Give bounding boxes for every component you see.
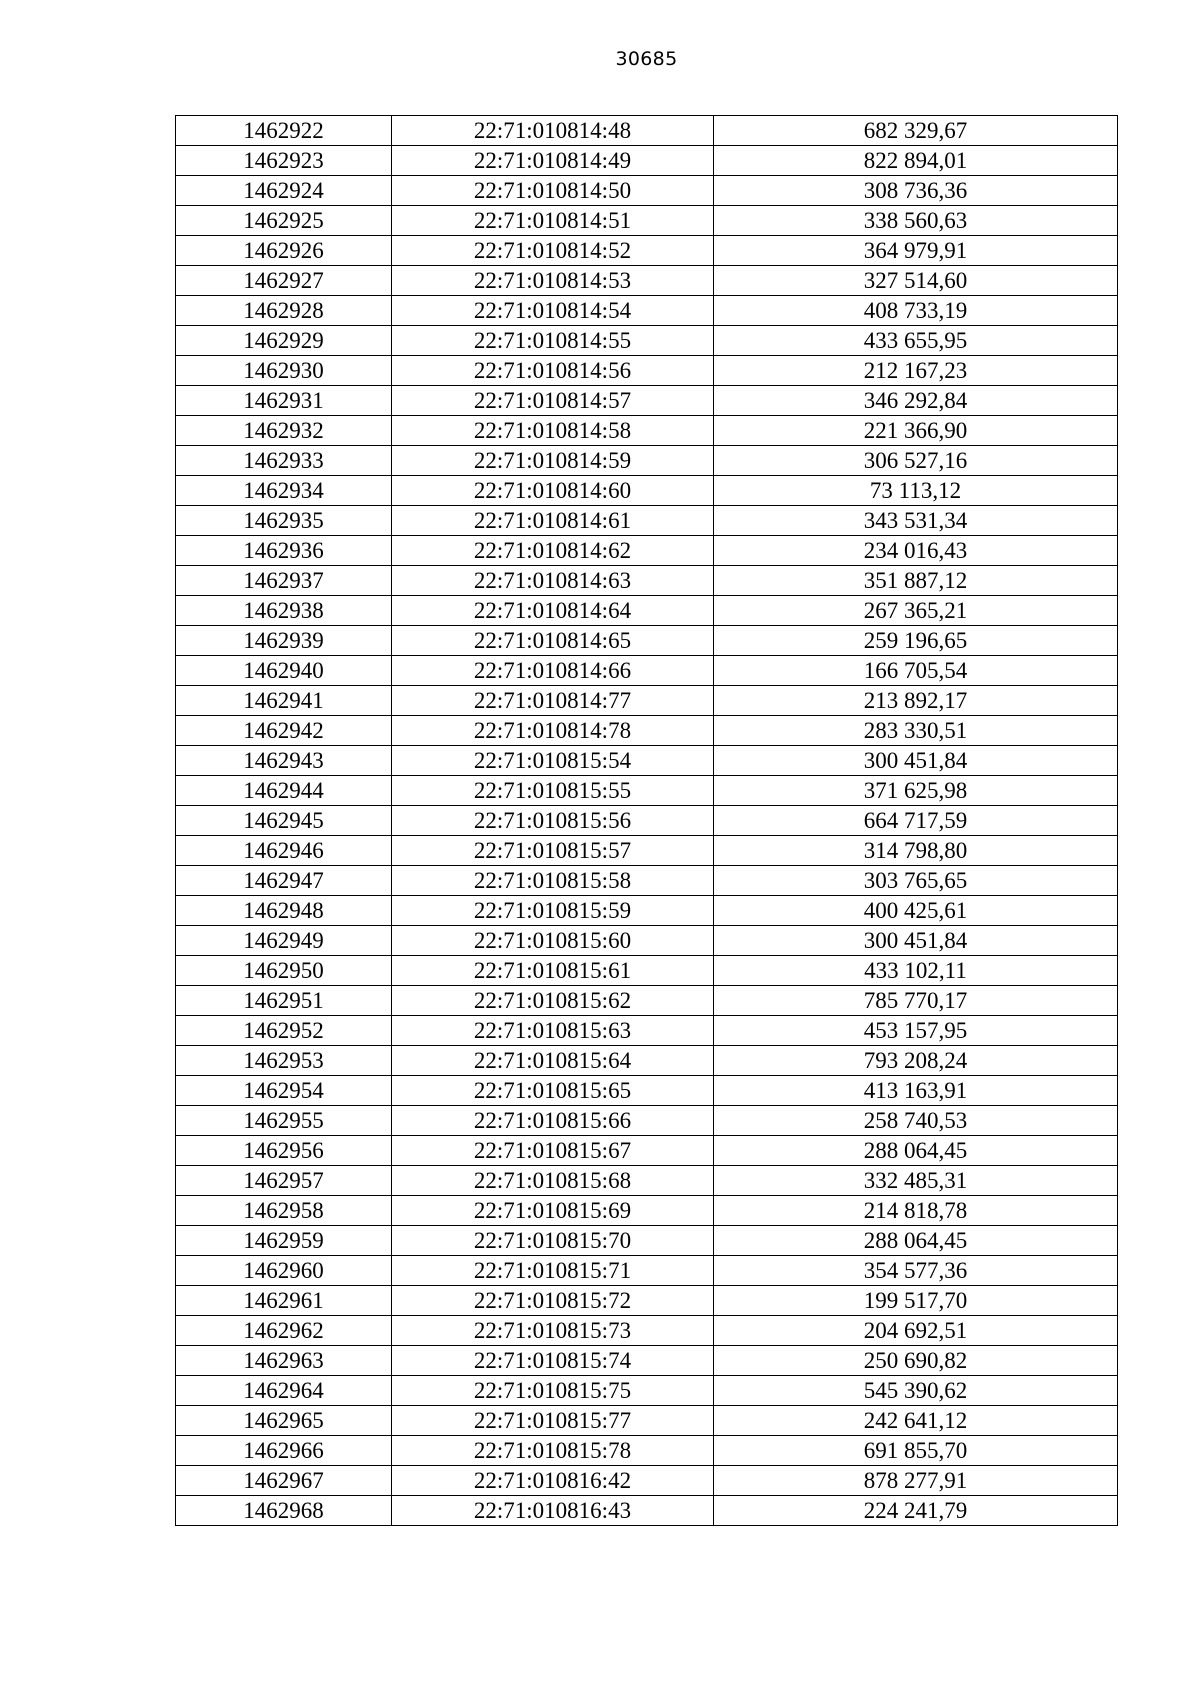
row-id-cell: 1462950 (176, 956, 392, 986)
row-id-cell: 1462945 (176, 806, 392, 836)
row-id-cell: 1462961 (176, 1286, 392, 1316)
cadastral-number-cell: 22:71:010814:77 (392, 686, 714, 716)
cadastral-value-cell: 364 979,91 (714, 236, 1118, 266)
row-id-cell: 1462957 (176, 1166, 392, 1196)
row-id-cell: 1462929 (176, 326, 392, 356)
table-row (176, 326, 1118, 356)
cadastral-number-cell: 22:71:010815:63 (392, 1016, 714, 1046)
cadastral-value-cell: 691 855,70 (714, 1436, 1118, 1466)
table-row (176, 716, 1118, 746)
cadastral-number-cell: 22:71:010814:53 (392, 266, 714, 296)
row-id-cell: 1462955 (176, 1106, 392, 1136)
cadastral-number-cell: 22:71:010815:67 (392, 1136, 714, 1166)
cadastral-value-cell: 234 016,43 (714, 536, 1118, 566)
table-row (176, 386, 1118, 416)
cadastral-number-cell: 22:71:010814:64 (392, 596, 714, 626)
cadastral-number-cell: 22:71:010814:60 (392, 476, 714, 506)
cadastral-value-cell: 221 366,90 (714, 416, 1118, 446)
cadastral-value-cell: 338 560,63 (714, 206, 1118, 236)
table-row (176, 1166, 1118, 1196)
cadastral-value-cell: 354 577,36 (714, 1256, 1118, 1286)
cadastral-number-cell: 22:71:010814:58 (392, 416, 714, 446)
cadastral-value-cell: 242 641,12 (714, 1406, 1118, 1436)
cadastral-number-cell: 22:71:010815:71 (392, 1256, 714, 1286)
cadastral-value-cell: 433 655,95 (714, 326, 1118, 356)
table-row (176, 1136, 1118, 1166)
row-id-cell: 1462954 (176, 1076, 392, 1106)
row-id-cell: 1462949 (176, 926, 392, 956)
cadastral-number-cell: 22:71:010815:78 (392, 1436, 714, 1466)
row-id-cell: 1462953 (176, 1046, 392, 1076)
table-row (176, 1106, 1118, 1136)
cadastral-value-cell: 214 818,78 (714, 1196, 1118, 1226)
table-row (176, 626, 1118, 656)
table-row (176, 926, 1118, 956)
cadastral-number-cell: 22:71:010815:54 (392, 746, 714, 776)
cadastral-value-cell: 204 692,51 (714, 1316, 1118, 1346)
table-row (176, 986, 1118, 1016)
cadastral-value-cell: 346 292,84 (714, 386, 1118, 416)
row-id-cell: 1462952 (176, 1016, 392, 1046)
cadastral-value-cell: 288 064,45 (714, 1136, 1118, 1166)
row-id-cell: 1462925 (176, 206, 392, 236)
cadastral-value-table (175, 115, 1118, 1526)
cadastral-number-cell: 22:71:010814:63 (392, 566, 714, 596)
table-row (176, 1196, 1118, 1226)
row-id-cell: 1462966 (176, 1436, 392, 1466)
cadastral-number-cell: 22:71:010815:69 (392, 1196, 714, 1226)
cadastral-number-cell: 22:71:010814:62 (392, 536, 714, 566)
cadastral-number-cell: 22:71:010814:52 (392, 236, 714, 266)
row-id-cell: 1462935 (176, 506, 392, 536)
cadastral-number-cell: 22:71:010815:55 (392, 776, 714, 806)
table-row (176, 956, 1118, 986)
table-row (176, 236, 1118, 266)
row-id-cell: 1462932 (176, 416, 392, 446)
row-id-cell: 1462924 (176, 176, 392, 206)
cadastral-number-cell: 22:71:010814:49 (392, 146, 714, 176)
table-row (176, 896, 1118, 926)
cadastral-number-cell: 22:71:010815:73 (392, 1316, 714, 1346)
table-row (176, 1226, 1118, 1256)
table-row (176, 1376, 1118, 1406)
cadastral-number-cell: 22:71:010815:62 (392, 986, 714, 1016)
cadastral-value-cell: 300 451,84 (714, 746, 1118, 776)
row-id-cell: 1462930 (176, 356, 392, 386)
cadastral-number-cell: 22:71:010815:60 (392, 926, 714, 956)
row-id-cell: 1462938 (176, 596, 392, 626)
row-id-cell: 1462922 (176, 116, 392, 146)
table-row (176, 686, 1118, 716)
table-row (176, 1466, 1118, 1496)
cadastral-value-cell: 433 102,11 (714, 956, 1118, 986)
cadastral-number-cell: 22:71:010815:68 (392, 1166, 714, 1196)
row-id-cell: 1462968 (176, 1496, 392, 1526)
cadastral-value-cell: 300 451,84 (714, 926, 1118, 956)
cadastral-number-cell: 22:71:010815:74 (392, 1346, 714, 1376)
row-id-cell: 1462940 (176, 656, 392, 686)
cadastral-value-cell: 327 514,60 (714, 266, 1118, 296)
cadastral-number-cell: 22:71:010814:78 (392, 716, 714, 746)
cadastral-value-cell: 545 390,62 (714, 1376, 1118, 1406)
cadastral-value-cell: 453 157,95 (714, 1016, 1118, 1046)
cadastral-number-cell: 22:71:010814:56 (392, 356, 714, 386)
cadastral-number-cell: 22:71:010815:57 (392, 836, 714, 866)
table-row (176, 1436, 1118, 1466)
cadastral-value-cell: 371 625,98 (714, 776, 1118, 806)
cadastral-value-cell: 306 527,16 (714, 446, 1118, 476)
row-id-cell: 1462956 (176, 1136, 392, 1166)
cadastral-number-cell: 22:71:010815:61 (392, 956, 714, 986)
cadastral-number-cell: 22:71:010815:65 (392, 1076, 714, 1106)
table-row (176, 656, 1118, 686)
table-row (176, 1046, 1118, 1076)
cadastral-value-cell: 250 690,82 (714, 1346, 1118, 1376)
table-row (176, 1346, 1118, 1376)
cadastral-value-cell: 259 196,65 (714, 626, 1118, 656)
row-id-cell: 1462944 (176, 776, 392, 806)
cadastral-number-cell: 22:71:010814:66 (392, 656, 714, 686)
table-row (176, 836, 1118, 866)
table-row (176, 176, 1118, 206)
cadastral-value-cell: 314 798,80 (714, 836, 1118, 866)
cadastral-number-cell: 22:71:010815:75 (392, 1376, 714, 1406)
cadastral-value-cell: 682 329,67 (714, 116, 1118, 146)
row-id-cell: 1462965 (176, 1406, 392, 1436)
row-id-cell: 1462951 (176, 986, 392, 1016)
cadastral-value-cell: 224 241,79 (714, 1496, 1118, 1526)
cadastral-number-cell: 22:71:010814:57 (392, 386, 714, 416)
cadastral-value-cell: 199 517,70 (714, 1286, 1118, 1316)
row-id-cell: 1462933 (176, 446, 392, 476)
row-id-cell: 1462941 (176, 686, 392, 716)
table-row (176, 266, 1118, 296)
cadastral-number-cell: 22:71:010815:56 (392, 806, 714, 836)
cadastral-number-cell: 22:71:010814:54 (392, 296, 714, 326)
cadastral-value-cell: 351 887,12 (714, 566, 1118, 596)
table-row (176, 356, 1118, 386)
row-id-cell: 1462964 (176, 1376, 392, 1406)
row-id-cell: 1462923 (176, 146, 392, 176)
cadastral-number-cell: 22:71:010816:43 (392, 1496, 714, 1526)
cadastral-value-cell: 878 277,91 (714, 1466, 1118, 1496)
row-id-cell: 1462967 (176, 1466, 392, 1496)
cadastral-number-cell: 22:71:010815:58 (392, 866, 714, 896)
cadastral-number-cell: 22:71:010814:50 (392, 176, 714, 206)
table-row (176, 596, 1118, 626)
row-id-cell: 1462959 (176, 1226, 392, 1256)
row-id-cell: 1462934 (176, 476, 392, 506)
table-row (176, 1016, 1118, 1046)
row-id-cell: 1462937 (176, 566, 392, 596)
row-id-cell: 1462943 (176, 746, 392, 776)
row-id-cell: 1462962 (176, 1316, 392, 1346)
row-id-cell: 1462936 (176, 536, 392, 566)
cadastral-value-cell: 408 733,19 (714, 296, 1118, 326)
table-row (176, 416, 1118, 446)
table-row (176, 1286, 1118, 1316)
page-number: 30685 (615, 48, 678, 70)
cadastral-number-cell: 22:71:010814:55 (392, 326, 714, 356)
row-id-cell: 1462928 (176, 296, 392, 326)
cadastral-value-cell: 212 167,23 (714, 356, 1118, 386)
row-id-cell: 1462939 (176, 626, 392, 656)
row-id-cell: 1462963 (176, 1346, 392, 1376)
cadastral-number-cell: 22:71:010814:65 (392, 626, 714, 656)
table-row (176, 1256, 1118, 1286)
cadastral-number-cell: 22:71:010815:70 (392, 1226, 714, 1256)
cadastral-value-cell: 822 894,01 (714, 146, 1118, 176)
cadastral-value-cell: 664 717,59 (714, 806, 1118, 836)
cadastral-value-cell: 343 531,34 (714, 506, 1118, 536)
table-row (176, 1406, 1118, 1436)
cadastral-number-cell: 22:71:010815:77 (392, 1406, 714, 1436)
table-row (176, 866, 1118, 896)
row-id-cell: 1462926 (176, 236, 392, 266)
table-row (176, 446, 1118, 476)
table-row (176, 116, 1118, 146)
cadastral-value-cell: 267 365,21 (714, 596, 1118, 626)
cadastral-value-cell: 793 208,24 (714, 1046, 1118, 1076)
table-row (176, 476, 1118, 506)
cadastral-value-cell: 258 740,53 (714, 1106, 1118, 1136)
table-row (176, 806, 1118, 836)
table-row (176, 776, 1118, 806)
cadastral-value-cell: 288 064,45 (714, 1226, 1118, 1256)
table-row (176, 536, 1118, 566)
table-row (176, 1316, 1118, 1346)
row-id-cell: 1462947 (176, 866, 392, 896)
row-id-cell: 1462948 (176, 896, 392, 926)
cadastral-value-cell: 332 485,31 (714, 1166, 1118, 1196)
table-row (176, 206, 1118, 236)
cadastral-number-cell: 22:71:010815:66 (392, 1106, 714, 1136)
table-row (176, 1076, 1118, 1106)
cadastral-value-cell: 213 892,17 (714, 686, 1118, 716)
cadastral-number-cell: 22:71:010815:59 (392, 896, 714, 926)
table-row (176, 566, 1118, 596)
cadastral-value-cell: 308 736,36 (714, 176, 1118, 206)
cadastral-number-cell: 22:71:010814:59 (392, 446, 714, 476)
row-id-cell: 1462958 (176, 1196, 392, 1226)
table-row (176, 1496, 1118, 1526)
cadastral-value-cell: 413 163,91 (714, 1076, 1118, 1106)
cadastral-value-cell: 73 113,12 (714, 476, 1118, 506)
table-row (176, 296, 1118, 326)
cadastral-value-cell: 166 705,54 (714, 656, 1118, 686)
row-id-cell: 1462931 (176, 386, 392, 416)
cadastral-number-cell: 22:71:010814:61 (392, 506, 714, 536)
table-row (176, 746, 1118, 776)
row-id-cell: 1462946 (176, 836, 392, 866)
row-id-cell: 1462942 (176, 716, 392, 746)
cadastral-number-cell: 22:71:010815:64 (392, 1046, 714, 1076)
cadastral-value-cell: 303 765,65 (714, 866, 1118, 896)
table-row (176, 506, 1118, 536)
cadastral-number-cell: 22:71:010814:48 (392, 116, 714, 146)
table-body (176, 116, 1118, 1526)
cadastral-value-cell: 283 330,51 (714, 716, 1118, 746)
table-row (176, 146, 1118, 176)
cadastral-value-cell: 400 425,61 (714, 896, 1118, 926)
cadastral-number-cell: 22:71:010814:51 (392, 206, 714, 236)
row-id-cell: 1462960 (176, 1256, 392, 1286)
cadastral-number-cell: 22:71:010816:42 (392, 1466, 714, 1496)
cadastral-number-cell: 22:71:010815:72 (392, 1286, 714, 1316)
cadastral-value-cell: 785 770,17 (714, 986, 1118, 1016)
row-id-cell: 1462927 (176, 266, 392, 296)
